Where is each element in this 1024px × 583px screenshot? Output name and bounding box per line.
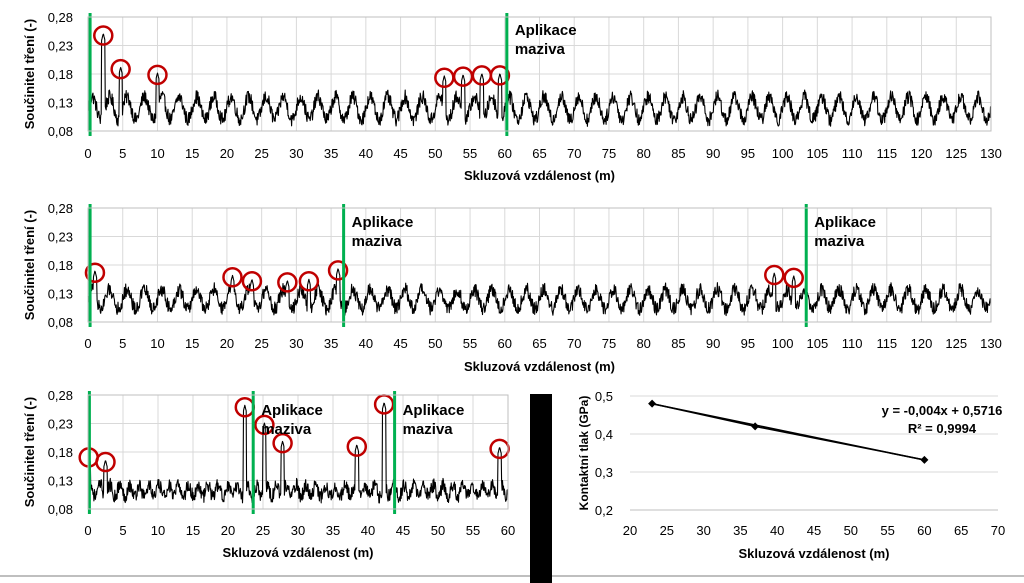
x-tick-label: 50 bbox=[843, 523, 859, 538]
x-tick-label: 85 bbox=[671, 146, 686, 161]
x-tick-label: 100 bbox=[771, 336, 794, 351]
separator-bar bbox=[530, 394, 552, 583]
y-tick-label: 0,3 bbox=[594, 465, 613, 480]
y-tick-label: 0,2 bbox=[594, 503, 613, 518]
x-tick-label: 25 bbox=[254, 336, 269, 351]
x-tick-label: 115 bbox=[876, 336, 898, 351]
x-tick-label: 95 bbox=[740, 336, 756, 351]
x-tick-label: 50 bbox=[430, 523, 446, 538]
x-tick-label: 40 bbox=[360, 523, 376, 538]
x-tick-label: 105 bbox=[806, 146, 829, 161]
x-tick-label: 10 bbox=[150, 336, 165, 351]
y-tick-label: 0,13 bbox=[47, 286, 73, 302]
y-tick-label: 0,28 bbox=[47, 10, 73, 25]
x-tick-label: 60 bbox=[500, 523, 516, 538]
y-tick-label: 0,13 bbox=[47, 473, 73, 489]
x-tick-label: 35 bbox=[323, 336, 339, 351]
x-tick-label: 70 bbox=[990, 523, 1006, 538]
x-tick-label: 45 bbox=[393, 336, 408, 351]
x-tick-label: 60 bbox=[497, 336, 513, 351]
x-tick-label: 20 bbox=[622, 523, 638, 538]
y-axis-title: Součinitel tření (-) bbox=[22, 396, 37, 508]
x-tick-label: 0 bbox=[84, 146, 92, 161]
x-axis-title: Skluzová vzdálenost (m) bbox=[464, 168, 615, 183]
x-tick-label: 95 bbox=[740, 146, 756, 161]
x-tick-label: 120 bbox=[910, 146, 933, 161]
y-tick-label: 0,5 bbox=[594, 389, 613, 404]
x-tick-label: 85 bbox=[671, 336, 686, 351]
x-tick-label: 45 bbox=[395, 523, 411, 538]
marker-label: Aplikace maziva bbox=[814, 214, 876, 250]
x-tick-label: 50 bbox=[428, 336, 443, 351]
x-tick-label: 55 bbox=[462, 336, 478, 351]
x-tick-label: 15 bbox=[185, 523, 201, 538]
x-tick-label: 55 bbox=[880, 523, 895, 538]
y-tick-label: 0,18 bbox=[47, 445, 73, 460]
r-squared: R² = 0,9994 bbox=[907, 421, 977, 436]
x-tick-label: 55 bbox=[465, 523, 481, 538]
y-tick-label: 0,23 bbox=[47, 229, 73, 245]
x-tick-label: 35 bbox=[323, 146, 339, 161]
x-tick-label: 30 bbox=[289, 336, 304, 351]
x-tick-label: 10 bbox=[150, 523, 166, 538]
y-tick-label: 0,18 bbox=[47, 258, 73, 273]
x-tick-label: 75 bbox=[601, 146, 617, 161]
x-tick-label: 40 bbox=[358, 336, 374, 351]
x-axis-title: Skluzová vzdálenost (m) bbox=[222, 545, 374, 560]
x-tick-label: 115 bbox=[876, 146, 898, 161]
x-tick-label: 125 bbox=[945, 336, 968, 351]
x-tick-label: 60 bbox=[917, 523, 932, 538]
trend-equation: y = -0,004x + 0,5716 bbox=[881, 403, 1003, 418]
x-tick-label: 35 bbox=[325, 523, 341, 538]
y-tick-label: 0,28 bbox=[47, 201, 73, 216]
x-tick-label: 55 bbox=[462, 146, 478, 161]
x-tick-label: 5 bbox=[119, 336, 127, 351]
x-tick-label: 120 bbox=[910, 336, 933, 351]
x-tick-label: 70 bbox=[566, 146, 582, 161]
y-tick-label: 0,28 bbox=[47, 388, 73, 403]
x-tick-label: 105 bbox=[806, 336, 829, 351]
x-tick-label: 20 bbox=[220, 523, 236, 538]
y-tick-label: 0,4 bbox=[594, 427, 613, 442]
y-tick-label: 0,23 bbox=[47, 416, 73, 432]
x-tick-label: 50 bbox=[428, 146, 443, 161]
x-tick-label: 65 bbox=[532, 336, 547, 351]
y-tick-label: 0,08 bbox=[47, 124, 73, 139]
y-axis-title: Součinitel tření (-) bbox=[22, 18, 37, 130]
x-tick-label: 25 bbox=[659, 523, 675, 538]
marker-label: Aplikace maziva bbox=[351, 214, 414, 250]
y-axis-title: Kontaktní tlak (GPa) bbox=[577, 395, 591, 511]
x-tick-label: 5 bbox=[119, 146, 127, 161]
x-tick-label: 45 bbox=[393, 146, 408, 161]
x-tick-label: 90 bbox=[705, 336, 721, 351]
x-tick-label: 0 bbox=[84, 523, 92, 538]
x-axis-title: Skluzová vzdálenost (m) bbox=[464, 359, 615, 374]
x-tick-label: 110 bbox=[841, 146, 863, 161]
x-tick-label: 80 bbox=[636, 336, 651, 351]
x-tick-label: 15 bbox=[184, 336, 200, 351]
x-tick-label: 125 bbox=[945, 146, 968, 161]
x-tick-label: 20 bbox=[219, 146, 235, 161]
x-tick-label: 60 bbox=[497, 146, 513, 161]
x-tick-label: 65 bbox=[532, 146, 547, 161]
x-tick-label: 100 bbox=[771, 146, 794, 161]
x-tick-label: 130 bbox=[980, 146, 1002, 161]
y-axis-title: Součinitel tření (-) bbox=[22, 209, 37, 321]
x-tick-label: 110 bbox=[841, 336, 863, 351]
x-tick-label: 30 bbox=[289, 146, 304, 161]
y-tick-label: 0,23 bbox=[47, 38, 73, 54]
x-tick-label: 65 bbox=[953, 523, 969, 538]
x-tick-label: 40 bbox=[358, 146, 374, 161]
x-tick-label: 20 bbox=[219, 336, 235, 351]
y-tick-label: 0,18 bbox=[47, 67, 73, 82]
x-tick-label: 80 bbox=[636, 146, 651, 161]
x-tick-label: 15 bbox=[184, 146, 200, 161]
x-tick-label: 45 bbox=[806, 523, 822, 538]
x-tick-label: 25 bbox=[254, 146, 269, 161]
marker-label: Aplikace maziva bbox=[402, 402, 465, 438]
marker-label: Aplikace maziva bbox=[514, 22, 577, 58]
marker-label: Aplikace maziva bbox=[261, 402, 323, 438]
x-tick-label: 25 bbox=[255, 523, 271, 538]
x-tick-label: 40 bbox=[769, 523, 785, 538]
x-tick-label: 130 bbox=[980, 336, 1002, 351]
x-tick-label: 90 bbox=[705, 146, 721, 161]
x-tick-label: 10 bbox=[150, 146, 165, 161]
x-tick-label: 5 bbox=[119, 523, 127, 538]
y-tick-label: 0,13 bbox=[47, 95, 73, 111]
x-tick-label: 75 bbox=[601, 336, 617, 351]
y-tick-label: 0,08 bbox=[47, 502, 73, 517]
x-tick-label: 30 bbox=[290, 523, 306, 538]
x-tick-label: 0 bbox=[84, 336, 92, 351]
x-tick-label: 30 bbox=[696, 523, 711, 538]
x-tick-label: 70 bbox=[566, 336, 582, 351]
x-tick-label: 35 bbox=[733, 523, 748, 538]
y-tick-label: 0,08 bbox=[47, 315, 73, 330]
x-axis-title: Skluzová vzdálenost (m) bbox=[738, 546, 890, 561]
